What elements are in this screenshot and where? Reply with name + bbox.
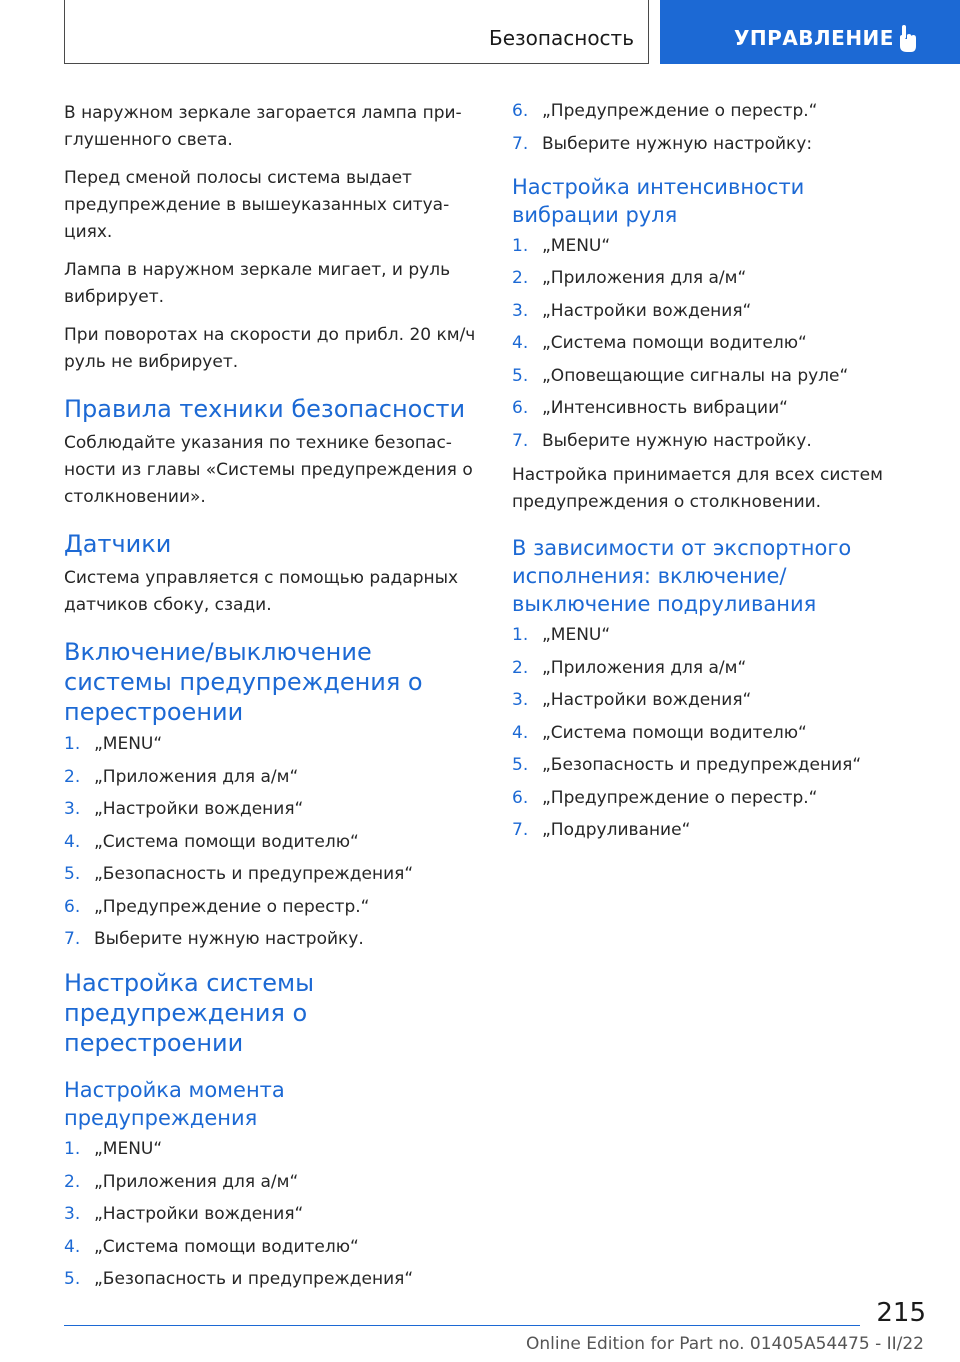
list-text: „Приложения для а/м“ [542, 657, 747, 678]
paragraph: При поворотах на скорости до прибл. 20 км/ч руль не вибрирует. [64, 325, 476, 372]
list-item [512, 722, 912, 744]
paragraph: Перед сменой полосы система выдает предупреждение в вышеуказанных ситуа-циях. [64, 168, 450, 242]
list-text: „Настройки вождения“ [94, 1204, 304, 1224]
list-text: „Система помощи водителю“ [542, 333, 807, 353]
list-text: „Настройки вождения“ [94, 799, 304, 819]
header-chapter-tab [660, 0, 960, 64]
paragraph: Лампа в наружном зеркале мигает, и руль вибрирует. [64, 260, 451, 307]
list-item [512, 754, 912, 776]
list-number: 3. [64, 799, 81, 819]
list-text: „Предупреждение о перестр.“ [542, 101, 818, 121]
header-chapter-title: УПРАВЛЕНИЕ [734, 26, 894, 50]
list-item [64, 831, 479, 853]
list-number: 6. [512, 398, 529, 418]
steps-list [512, 235, 912, 452]
list-number: 2. [512, 268, 529, 288]
list-item [512, 819, 912, 841]
list-item [512, 397, 912, 419]
heading-on-off: Включение/выключение системы предупреждения о перестроении [64, 638, 423, 726]
list-number: 4. [512, 333, 529, 353]
list-number: 5. [512, 755, 529, 775]
list-item [64, 766, 479, 788]
list-text: „Система помощи водителю“ [94, 831, 359, 852]
list-number: 4. [64, 1236, 81, 1257]
steps-list [64, 1138, 479, 1290]
list-number: 5. [64, 864, 81, 884]
subheading-warning-moment: Настройка момента предупреждения [64, 1078, 285, 1130]
list-number: 5. [512, 365, 529, 386]
list-item [512, 300, 912, 322]
list-number: 1. [512, 235, 529, 256]
list-text: „Безопасность и предупреждения“ [94, 864, 414, 884]
list-number: 5. [64, 1269, 81, 1289]
page-number: 215 [876, 1298, 926, 1328]
list-number: 7. [64, 929, 81, 949]
list-item [512, 430, 912, 452]
list-text: „Оповещающие сигналы на руле“ [542, 365, 849, 386]
list-item [64, 1138, 479, 1160]
list-item [64, 863, 479, 885]
list-text: „Безопасность и предупреждения“ [542, 755, 862, 775]
subheading-steering-assist: В зависимости от экспортного исполнения: включение/ выключение подруливания [512, 536, 852, 616]
list-text: „MENU“ [542, 235, 611, 256]
subheading-vibration: Настройка интенсивности вибрации руля [512, 174, 805, 227]
list-text: „Приложения для а/м“ [94, 766, 299, 787]
list-text: „Настройки вождения“ [542, 300, 752, 321]
heading-safety: Правила техники безопасности [64, 395, 466, 423]
header-section-title: Безопасность [489, 26, 634, 50]
list-item [64, 733, 479, 755]
steps-list [512, 624, 912, 841]
list-number: 3. [512, 690, 529, 710]
list-number: 6. [512, 787, 529, 808]
header-section-box [64, 0, 649, 64]
footer-divider [64, 1325, 860, 1326]
steps-list [64, 733, 479, 950]
list-number: 2. [64, 766, 81, 787]
list-text: „Настройки вождения“ [542, 690, 752, 710]
list-number: 2. [64, 1171, 81, 1192]
list-item [512, 235, 912, 257]
list-text: „Приложения для а/м“ [542, 268, 747, 288]
list-text: Выберите нужную настройку: [542, 133, 813, 154]
list-item [64, 928, 479, 950]
paragraph: Соблюдайте указания по технике безопас-ности из главы «Системы предупреждения о столкновении». [64, 433, 473, 507]
hand-pointer-icon [896, 24, 918, 54]
list-number: 1. [64, 734, 81, 754]
list-item [64, 1268, 479, 1290]
list-item [64, 798, 479, 820]
list-item [512, 365, 912, 387]
list-text: „Подруливание“ [542, 820, 691, 840]
footer-edition: Online Edition for Part no. 01405A54475 - II/22 [525, 1334, 924, 1354]
list-text: Выберите нужную настройку. [94, 929, 364, 949]
heading-sensors: Датчики [64, 530, 172, 558]
list-text: „Система помощи водителю“ [94, 1236, 359, 1257]
list-item [512, 267, 912, 289]
paragraph: Система управляется с помощью радарных датчиков сбоку, сзади. [64, 568, 459, 615]
list-number: 7. [512, 430, 529, 451]
list-number: 1. [64, 1139, 81, 1159]
list-text: „MENU“ [94, 1139, 163, 1159]
list-item [64, 1203, 479, 1225]
list-text: „Предупреждение о перестр.“ [542, 787, 818, 808]
list-item [512, 100, 912, 122]
list-item [64, 1236, 479, 1258]
list-number: 6. [512, 101, 529, 121]
list-number: 7. [512, 820, 529, 840]
list-item [512, 657, 912, 679]
list-item [512, 689, 912, 711]
list-text: „MENU“ [542, 625, 611, 645]
list-text: „Безопасность и предупреждения“ [94, 1269, 414, 1289]
list-number: 4. [64, 831, 81, 852]
list-number: 3. [512, 300, 529, 321]
left-column [64, 100, 479, 1301]
list-number: 3. [64, 1204, 81, 1224]
list-text: „Система помощи водителю“ [542, 722, 807, 743]
list-item [512, 133, 912, 155]
heading-setup: Настройка системы предупреждения о перестроении [64, 969, 315, 1057]
list-item [64, 1171, 479, 1193]
list-item [512, 332, 912, 354]
list-text: Выберите нужную настройку. [542, 430, 812, 451]
list-text: „Интенсивность вибрации“ [542, 398, 788, 418]
list-number: 2. [512, 657, 529, 678]
list-text: „Предупреждение о перестр.“ [94, 896, 370, 917]
list-item [512, 787, 912, 809]
list-item [512, 624, 912, 646]
paragraph: Настройка принимается для всех систем предупреждения о столкновении. [512, 465, 883, 512]
steps-list [512, 100, 912, 155]
list-number: 7. [512, 133, 529, 154]
list-text: „MENU“ [94, 734, 163, 754]
list-number: 6. [64, 896, 81, 917]
right-column [512, 100, 912, 852]
paragraph: В наружном зеркале загорается лампа при-глушенного света. [64, 103, 462, 150]
list-number: 4. [512, 722, 529, 743]
list-text: „Приложения для а/м“ [94, 1171, 299, 1192]
list-item [64, 896, 479, 918]
list-number: 1. [512, 625, 529, 645]
